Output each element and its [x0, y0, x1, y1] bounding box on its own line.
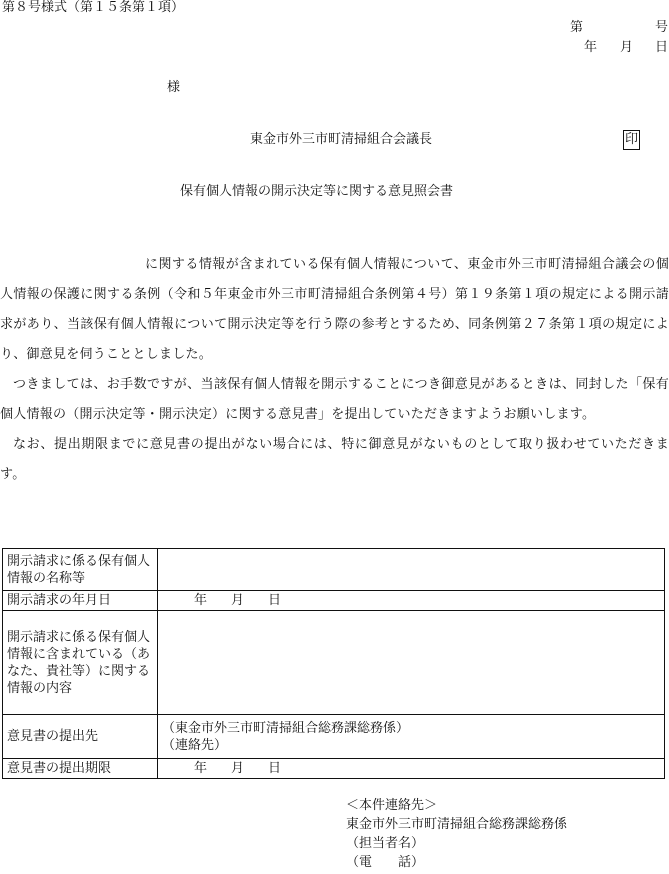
deadline-day: 日 [268, 761, 282, 776]
row-label-submission-destination: 意見書の提出先 [3, 715, 158, 759]
deadline-month: 月 [231, 761, 245, 776]
addressee-honorific: 様 [167, 80, 181, 95]
body-paragraph-1: に関する情報が含まれている保有個人情報について、東金市外三市町清掃組合議会の個人情報の保護に関する条例（令和５年東金市外三市町清掃組合条例第４号）第１９条第１項の規定による開示請求があり、当該保有個人情報について開示決定等を行う際の参考とするため、同条例第２７条第１項の規定により、御意見を伺うこととしました。 [0, 257, 669, 362]
sender-name: 東金市外三市町清掃組合会議長 [250, 132, 433, 147]
document-number-label: 第 [570, 20, 584, 35]
table-row [3, 611, 665, 715]
document-number-suffix: 号 [655, 20, 669, 35]
contact-department: 東金市外三市町清掃組合総務課総務係 [346, 817, 568, 832]
contact-heading: ＜本件連絡先＞ [346, 798, 438, 813]
table-row [3, 591, 665, 611]
document-title: 保有個人情報の開示決定等に関する意見照会書 [180, 184, 454, 199]
row-value-request-date [158, 591, 665, 611]
row-value-submission-deadline [158, 759, 665, 779]
row-value-submission-destination [158, 715, 665, 759]
row-label-request-date: 開示請求の年月日 [3, 591, 158, 611]
body-text [0, 250, 669, 490]
table-row [3, 759, 665, 779]
request-date-month: 月 [231, 593, 245, 608]
submission-destination-contact: （連絡先） [162, 737, 228, 753]
request-date-day: 日 [268, 593, 282, 608]
issue-date-day: 日 [655, 40, 669, 55]
row-value-information-name [158, 549, 665, 591]
issue-date-year: 年 [584, 40, 598, 55]
form-number-label: 第８号様式（第１５条第１項） [2, 0, 185, 15]
row-label-information-content: 開示請求に係る保有個人情報に含まれている（あなた、貴社等）に関する情報の内容 [3, 611, 158, 715]
deadline-year: 年 [194, 761, 208, 776]
info-table [2, 548, 665, 779]
table-row [3, 715, 665, 759]
submission-destination-office: （東金市外三市町清掃組合総務課総務係） [162, 720, 410, 736]
seal-stamp-box: 印 [623, 130, 640, 150]
issue-date-month: 月 [620, 40, 634, 55]
body-paragraph-3: なお、提出期限までに意見書の提出がない場合には、特に御意見がないものとして取り扱わせていただきます。 [0, 437, 669, 482]
row-label-information-name: 開示請求に係る保有個人情報の名称等 [3, 549, 158, 591]
table-row [3, 549, 665, 591]
request-date-year: 年 [194, 593, 208, 608]
row-value-information-content [158, 611, 665, 715]
body-paragraph-2: つきましては、お手数ですが、当該保有個人情報を開示することにつき御意見があるときは、同封した「保有個人情報の（開示決定等・開示決定）に関する意見書」を提出していただきますようお願いします。 [0, 377, 669, 422]
contact-phone: （電 話） [346, 855, 425, 870]
contact-person: （担当者名） [346, 836, 425, 851]
row-label-submission-deadline: 意見書の提出期限 [3, 759, 158, 779]
contact-block [346, 796, 567, 872]
